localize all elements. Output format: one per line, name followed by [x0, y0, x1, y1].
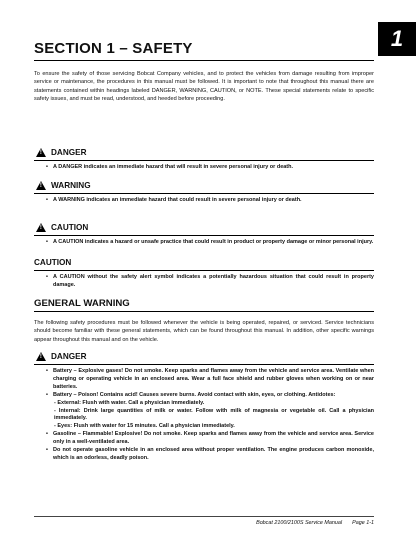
danger-label: DANGER: [51, 148, 87, 157]
caution-label: CAUTION: [51, 223, 89, 232]
warning-block: [46, 197, 374, 205]
caution-block: [46, 239, 374, 247]
general-warning-title: GENERAL WARNING: [34, 298, 130, 309]
danger2-block: [46, 368, 374, 463]
footer-rule: [34, 516, 374, 517]
warning-heading: [34, 181, 91, 190]
antidote-item: - Eyes: Flush with water for 15 minutes. Call a physician immediately.: [54, 423, 235, 430]
danger2-item: • Battery – Poison! Contains acid! Causes severe burns. Avoid contact with skin, eyes, or clothing. Antidotes:: [46, 392, 374, 400]
caution-heading: [34, 223, 88, 232]
footer-manual-title: Bobcat 2100/2100S Service Manual: [256, 520, 343, 526]
danger2-item: • Gasoline – Flammable! Explosive! Do not smoke. Keep sparks and flames away from the vehicle and service area. Service only in a well-ventilated area.: [46, 431, 374, 447]
caution-text: • A CAUTION indicates a hazard or unsafe practice that could result in product or property damage or minor personal injury.: [46, 239, 374, 247]
caution-plain-text: • A CAUTION without the safety alert symbol indicates a potentially hazardous situation that could result in property damage.: [46, 274, 374, 290]
caution-plain-label: CAUTION: [34, 258, 72, 267]
caution-rule: [34, 235, 374, 236]
general-warning-rule: [34, 311, 374, 312]
intro-paragraph: To ensure the safety of those servicing Bobcat Company vehicles, and to protect the vehicles from damage resulting from improper service or maintenance, the procedures in this manual must be followed. It is important to note that throughout this manual there are statements contained within headings labeled DANGER, WARNING, CAUTION, or NOTE. These special statements relate to specific safety issues, and must be read, understood, and heeded before proceeding.: [34, 71, 374, 102]
danger-rule: [34, 160, 374, 161]
safety-alert-icon: [36, 223, 46, 232]
section-title: SECTION 1 – SAFETY: [34, 40, 193, 57]
danger-block: [46, 164, 374, 172]
safety-alert-icon: [36, 181, 46, 190]
danger2-item: • Do not operate gasoline vehicle in an enclosed area without proper ventilation. The engine produces carbon monoxide, which is an odorless, deadly poison.: [46, 447, 374, 463]
danger-text: • A DANGER indicates an immediate hazard that will result in severe personal injury or death.: [46, 164, 374, 172]
warning-label: WARNING: [51, 181, 91, 190]
warning-rule: [34, 193, 374, 194]
danger2-item: • Battery – Explosive gases! Do not smoke. Keep sparks and flames away from the vehicle and service area. Ventilate when charging or operating vehicle in an enclosed area. Wear a full face shield and rubber gloves when working on or near batteries.: [46, 368, 374, 392]
danger-heading: [34, 148, 86, 157]
safety-alert-icon: [36, 352, 46, 361]
chapter-tab: 1: [378, 22, 416, 56]
footer-page-number: Page 1-1: [352, 520, 374, 526]
warning-text: • A WARNING indicates an immediate hazard that could result in severe personal injury or death.: [46, 197, 374, 205]
title-rule: [34, 60, 374, 61]
safety-alert-icon: [36, 148, 46, 157]
antidote-item: - External: Flush with water. Call a physician immediately.: [54, 399, 205, 406]
page-footer: [34, 520, 374, 526]
danger2-label: DANGER: [51, 352, 87, 361]
antidote-item: - Internal: Drink large quantities of milk or water. Follow with milk of magnesia or vegetable oil. Call a physician immediately.: [54, 407, 374, 422]
danger2-rule: [34, 364, 374, 365]
caution-plain-heading: [34, 258, 71, 267]
general-warning-paragraph: The following safety procedures must be followed whenever the vehicle is being operated, repaired, or serviced. Service technicians should become familiar with these general statements, which can be found throughout this manual. In addition, other specific warnings appear throughout this manual and on the vehicle.: [34, 320, 374, 343]
caution-plain-block: [46, 274, 374, 290]
danger2-heading: [34, 352, 86, 361]
caution-plain-rule: [34, 270, 374, 271]
